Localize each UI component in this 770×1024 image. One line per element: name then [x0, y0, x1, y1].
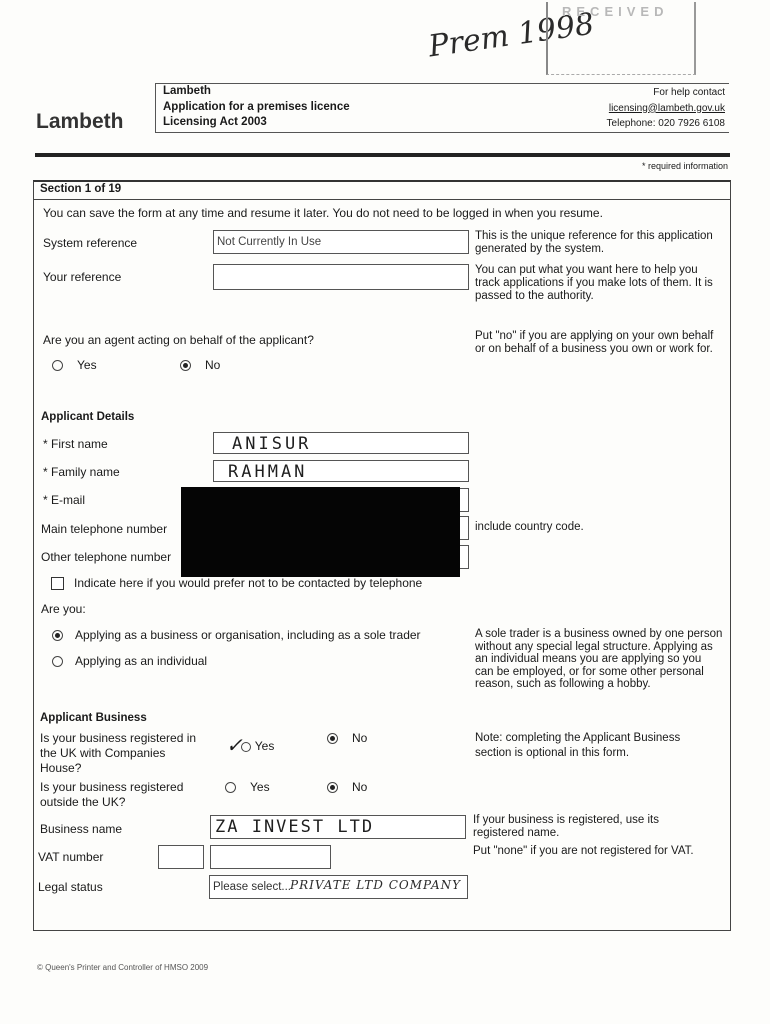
system-reference-input[interactable]	[213, 230, 469, 254]
header-title-line-1: Lambeth	[163, 85, 211, 97]
main-phone-label: Main telephone number	[41, 522, 168, 536]
applicant-business-heading: Applicant Business	[40, 712, 147, 724]
agent-help: Put "no" if you are applying on your own behalf or on behalf of a business you own or work for.	[475, 330, 714, 355]
agent-no-label: No	[205, 358, 221, 372]
no-contact-label: Indicate here if you would prefer not to be contacted by telephone	[74, 576, 423, 590]
family-name-label: * Family name	[43, 465, 120, 479]
outside-yes-label: Yes	[250, 780, 270, 794]
lambeth-logo: Lambeth	[36, 110, 124, 133]
uk-yes-option[interactable]	[226, 731, 274, 756]
vat-prefix-input[interactable]	[158, 845, 204, 869]
uk-yes-radio[interactable]	[241, 742, 251, 752]
section-title: Section 1 of 19	[40, 183, 122, 195]
received-stamp-text: RECEIVED	[562, 4, 669, 19]
system-reference-label: System reference	[43, 236, 138, 250]
business-applicant-label: Applying as a business or organisation, including as a sole trader	[75, 628, 421, 642]
uk-yes-label: Yes	[254, 739, 275, 753]
section-intro: You can save the form at any time and resume it later. You do not need to be logged in when you resume.	[43, 206, 603, 220]
family-name-input[interactable]	[213, 460, 469, 482]
uk-no-option[interactable]	[327, 731, 367, 745]
uk-note: Note: completing the Applicant Business section is optional in this form.	[475, 732, 681, 759]
system-reference-help: This is the unique reference for this application generated by the system.	[475, 230, 713, 255]
are-you-label: Are you:	[41, 602, 86, 616]
first-name-value: ANISUR	[232, 434, 312, 454]
vat-help: Put "none" if you are not registered for VAT.	[473, 845, 694, 857]
your-reference-input[interactable]	[213, 264, 469, 290]
legal-status-select[interactable]	[209, 875, 468, 899]
uk-registered-label: Is your business registered in the UK with Companies House?	[40, 731, 197, 775]
are-you-help: A sole trader is a business owned by one person without any special legal structure. Applying as an individual means you are applying so you can be employed, or for some other personal reason, such as following a hobby.	[475, 628, 723, 690]
help-phone: Telephone: 020 7926 6108	[606, 118, 725, 129]
legal-status-value: PRIVATE LTD COMPANY	[290, 878, 462, 892]
applicant-details-heading: Applicant Details	[41, 411, 135, 423]
required-note: * required information	[641, 161, 728, 171]
outside-no-label: No	[352, 780, 368, 794]
your-reference-help: You can put what you want here to help you track applications if you make lots of them. It is passed to the authority.	[475, 264, 713, 302]
individual-applicant-radio[interactable]	[52, 656, 63, 667]
individual-applicant-label: Applying as an individual	[75, 654, 208, 668]
no-contact-option[interactable]	[51, 576, 422, 590]
your-reference-label: Your reference	[43, 270, 122, 284]
agent-yes-radio[interactable]	[52, 360, 63, 371]
business-applicant-option[interactable]	[52, 628, 421, 642]
footer-copyright: © Queen's Printer and Controller of HMSO 2009	[37, 963, 209, 972]
individual-applicant-option[interactable]	[52, 654, 207, 668]
outside-registered-label: Is your business registered outside the UK?	[40, 780, 184, 809]
agent-yes-label: Yes	[77, 358, 97, 372]
header-title-line-3: Licensing Act 2003	[163, 116, 267, 128]
first-name-label: * First name	[43, 437, 108, 451]
uk-no-radio[interactable]	[327, 733, 338, 744]
vat-number-input[interactable]	[210, 845, 331, 869]
redaction-block	[181, 487, 460, 577]
legal-status-prefix: Please select...	[213, 881, 291, 893]
business-name-label: Business name	[40, 822, 123, 836]
handwritten-note: Prem 1998	[426, 6, 597, 65]
handwritten-check-icon: ✓	[226, 735, 243, 757]
no-contact-checkbox[interactable]	[51, 577, 64, 590]
uk-no-label: No	[352, 731, 368, 745]
outside-yes-radio[interactable]	[225, 782, 236, 793]
outside-no-radio[interactable]	[327, 782, 338, 793]
agent-no-radio[interactable]	[180, 360, 191, 371]
main-phone-help: include country code.	[475, 521, 584, 533]
header-divider	[35, 153, 730, 157]
outside-yes-option[interactable]	[225, 780, 270, 794]
legal-status-label: Legal status	[38, 880, 103, 894]
family-name-value: RAHMAN	[228, 462, 308, 482]
header-title-line-2: Application for a premises licence	[163, 100, 350, 113]
outside-no-option[interactable]	[327, 780, 367, 794]
agent-no-option[interactable]	[180, 358, 220, 372]
received-stamp	[546, 2, 696, 75]
agent-yes-option[interactable]	[52, 358, 97, 372]
help-email-link[interactable]: licensing@lambeth.gov.uk	[608, 102, 725, 114]
agent-question-label: Are you an agent acting on behalf of the applicant?	[43, 333, 314, 347]
business-applicant-radio[interactable]	[52, 630, 63, 641]
system-reference-value: Not Currently In Use	[217, 236, 322, 248]
business-name-value: ZA INVEST LTD	[215, 817, 375, 837]
other-phone-label: Other telephone number	[41, 550, 172, 564]
header-title	[163, 84, 350, 131]
help-label: For help contact	[653, 87, 725, 98]
vat-label: VAT number	[38, 850, 104, 864]
help-contact	[607, 85, 725, 132]
business-name-input[interactable]	[210, 815, 466, 839]
first-name-input[interactable]	[213, 432, 469, 454]
email-label: * E-mail	[43, 493, 86, 507]
section-divider	[33, 199, 730, 200]
business-name-help: If your business is registered, use its registered name.	[473, 814, 659, 839]
